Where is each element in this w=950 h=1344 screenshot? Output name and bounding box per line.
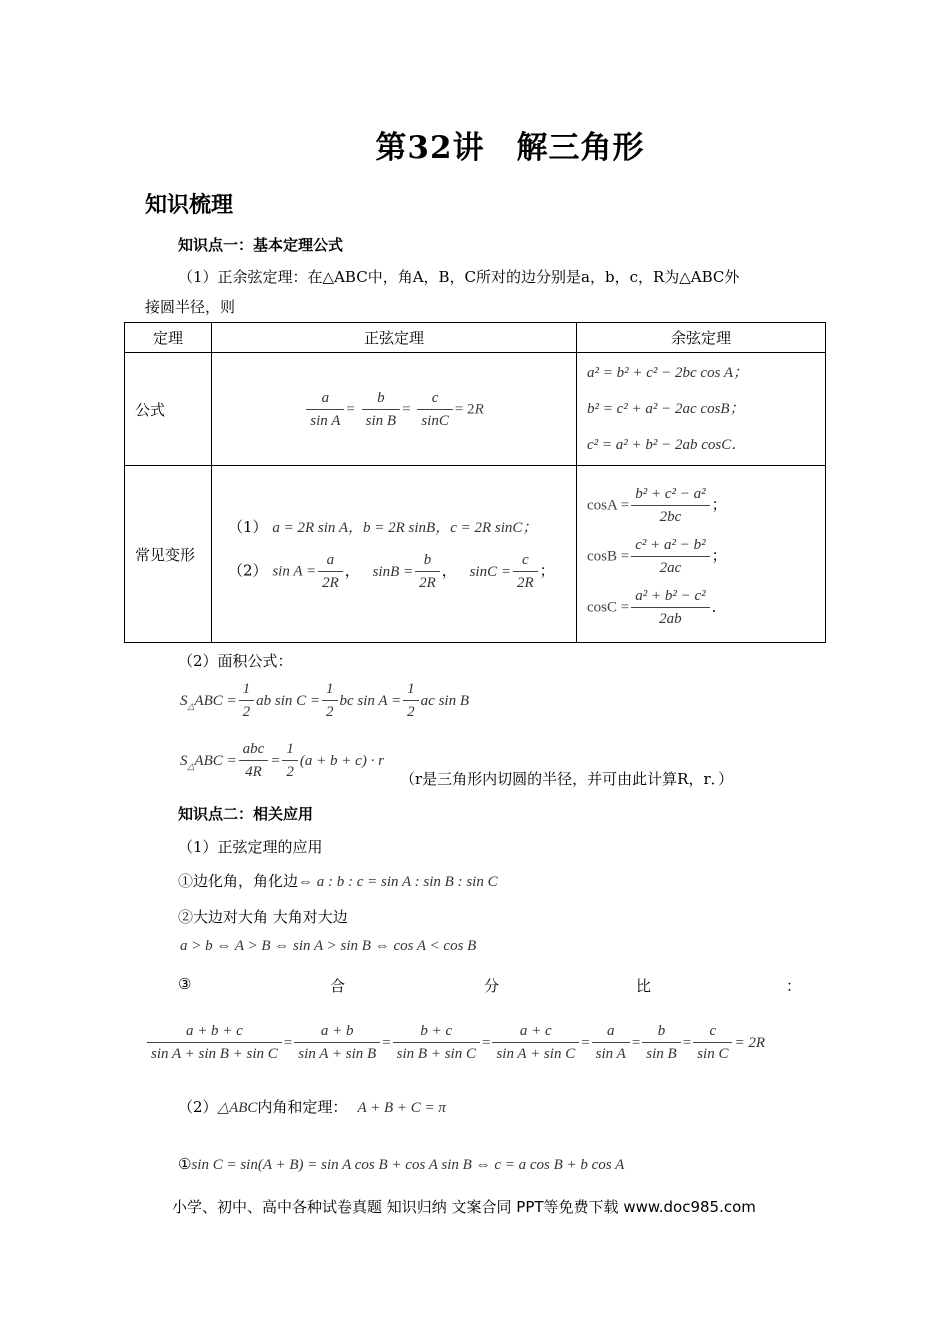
item-2-math: a > b ⇔ A > B ⇔ sin A > sin B ⇔ cos A < cos B [180,938,477,954]
last-item-num: ① [178,1155,192,1173]
application-2 [178,1096,446,1117]
item-3-char-3: 比 [636,977,652,995]
section-heading: 知识梳理 [145,192,234,218]
item-1-math: ⇔ a : b : c = sin A : sin B : sin C [298,874,498,890]
cosine-law-c: c² = a² + b² − 2ab cosC． [587,437,747,453]
sine-variants: （1） a = 2R sin A，b = 2R sinB，c = 2R sinC； （2） sin A = $\frac{a}{2R}$ ， sinB = $\frac{b}{2R}$ ， sinC = $\frac{c}{2R}$ ； [212,466,577,643]
item-3-colon: ： [786,977,802,995]
table-header-theorem: 定理 [125,323,212,353]
intro-line-2: 接圆半径，则 [145,298,236,316]
point2-heading: 知识点二：相关应用 [178,805,314,823]
cos-a-label: cosA [587,497,617,513]
footer: 小学、初中、高中各种试卷真题 知识归纳 文案合同 PPT等免费下载 www.doc985.com [172,1198,756,1216]
app2-prefix: （2） [178,1098,218,1116]
cosine-law-list [577,353,826,466]
cos-b-label: cosB [587,548,617,564]
item-3-char-2: 分 [484,977,500,995]
row-formula-label: 公式 [125,353,212,466]
area-formula-1: $S_\triangle ABC$ = $\frac{1}{2}$ ab sin C = $\frac{1}{2}$ bc sin A = $\frac{1}{2}$ ac sin B [180,681,469,720]
item-3-char-1: 合 [330,977,346,995]
application-1: （1）正弦定理的应用 [178,838,323,856]
area-note: （r是三角形内切圆的半径，并可由此计算R，r．） [400,770,734,788]
app2-text: 内角和定理： [257,1098,348,1116]
app2-triangle: △ABC [217,1100,258,1116]
item-1 [178,870,498,891]
variant1-prefix: （1） [228,518,268,536]
area-heading: （2）面积公式： [178,652,293,670]
point1-heading: 知识点一：基本定理公式 [178,236,344,254]
row-variants-label: 常见变形 [125,466,212,643]
variant1-formula: a = 2R sin A，b = 2R sinB，c = 2R sinC； [272,520,538,536]
item-1-text: ①边化角，角化边 [178,872,299,890]
cos-c-label: cosC [587,599,617,615]
cosine-law-a: a² = b² + c² − 2bc cos A； [587,365,749,381]
last-item-math: sin C = sin(A + B) = sin A cos B + cos A sin B ⇔ c = a cos B + b cos A [191,1157,625,1173]
cosine-variants: cosA = $\frac{\text{b² + c² − a²}}{2bc}$ ； cosB = $\frac{\text{c² + a² − b²}}{2ac}$ ； cosC = $\frac{\text{a² + b² − c²}}{2ab}$ ． [577,466,826,643]
item-2: ②大边对大角 大角对大边 [178,908,348,926]
theorem-table [124,322,826,643]
item-3-num: ③ [178,975,192,993]
variant2-prefix: （2） [228,561,268,580]
table-header-cosine: 余弦定理 [577,323,826,353]
ratio-formula: $\frac{a + b + c}{\text{sin A + sin B + sin C}}$ = $\frac{a + b}{\text{sin A + sin B}}$ = $\frac{b + c}{\text{sin B + sin C}}$ = $\frac{a + c}{\text{sin A + sin C}}$ = $\frac{a}{\text{sin A}}$ = $\frac{b}{\text{sin B}}$ = $\frac{c}{\text{sin C}}$ = 2R [145,1022,765,1063]
intro-line-1: （1）正余弦定理：在△ABC中，角A，B，C所对的边分别是a，b，c，R为△ABC外 [178,268,740,286]
last-item [178,1154,624,1174]
page-title: 第32讲 解三角形 [375,130,645,166]
cosine-law-b: b² = c² + a² − 2ac cosB； [587,401,745,417]
area-formula-2: $S_\triangle ABC$ = $\frac{\text{abc}}{4R}$ = $\frac{1}{2}$ (a + b + c) · r [180,741,384,780]
app2-math: A + B + C = π [357,1100,446,1116]
sine-law-formula: $\frac{a}{\text{sin A}}$ = $\frac{b}{\text{sin B}}$ = $\frac{c}{\sin C}$ = 2R [212,353,577,466]
table-header-sine: 正弦定理 [212,323,577,353]
